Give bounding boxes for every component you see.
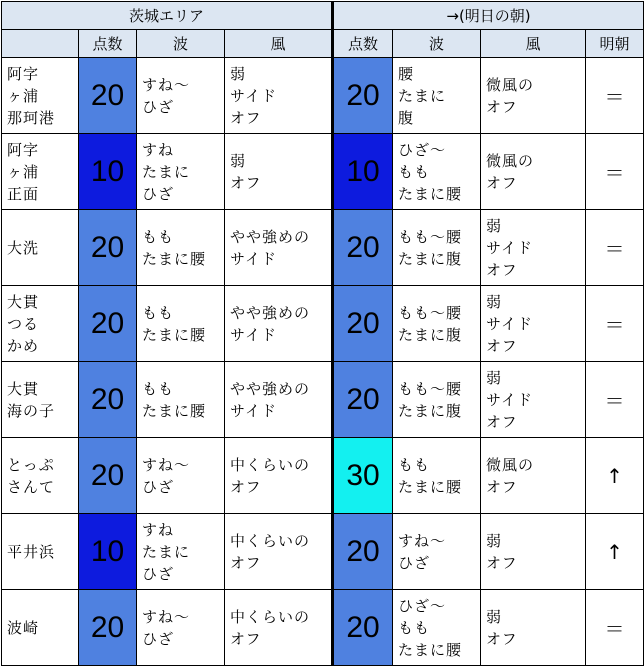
- wave-tomorrow: ひざ〜 もも たまに腰: [393, 134, 481, 210]
- table-row: [2, 210, 644, 286]
- score-today: 20: [79, 286, 137, 362]
- wind-tomorrow: 微風の オフ: [481, 438, 586, 514]
- table-row: [2, 286, 644, 362]
- header-row-columns: [2, 30, 644, 58]
- area-name: 大貫 つる かめ: [2, 286, 79, 362]
- tomorrow-title: →(明日の朝): [333, 2, 644, 30]
- table-row: [2, 590, 644, 666]
- wave-today: もも たまに腰: [137, 210, 225, 286]
- wave-today: すね〜 ひざ: [137, 58, 225, 134]
- wave-today: すね たまに ひざ: [137, 514, 225, 590]
- surf-forecast-table: [1, 1, 644, 666]
- score-tomorrow: 30: [333, 438, 393, 514]
- morning-trend: ＝: [586, 362, 644, 438]
- morning-trend: ↑: [586, 514, 644, 590]
- score-today: 20: [79, 58, 137, 134]
- score-today: 20: [79, 210, 137, 286]
- wind-tomorrow: 弱 サイド オフ: [481, 286, 586, 362]
- morning-trend: ＝: [586, 590, 644, 666]
- wind-today: やや強めの サイド: [225, 286, 333, 362]
- wave-tomorrow: もも〜腰 たまに腹: [393, 210, 481, 286]
- wind-today: 中くらいの オフ: [225, 438, 333, 514]
- wave-today: もも たまに腰: [137, 286, 225, 362]
- wind-tomorrow: 弱 オフ: [481, 590, 586, 666]
- area-name: 阿字 ヶ浦 那珂港: [2, 58, 79, 134]
- score-tomorrow: 10: [333, 134, 393, 210]
- header-row-top: [2, 2, 644, 30]
- wind-today: 弱 オフ: [225, 134, 333, 210]
- morning-trend: ＝: [586, 58, 644, 134]
- wave-tomorrow: もも〜腰 たまに腹: [393, 286, 481, 362]
- morning-trend: ↑: [586, 438, 644, 514]
- morning-trend: ＝: [586, 286, 644, 362]
- wave-tomorrow: すね〜 ひざ: [393, 514, 481, 590]
- wind-tomorrow: 微風の オフ: [481, 134, 586, 210]
- col-wave: 波: [137, 30, 225, 58]
- wind-tomorrow: 弱 オフ: [481, 514, 586, 590]
- score-today: 10: [79, 514, 137, 590]
- table-row: [2, 514, 644, 590]
- wind-today: 弱 サイド オフ: [225, 58, 333, 134]
- wave-tomorrow: もも〜腰 たまに腹: [393, 362, 481, 438]
- wave-today: すね たまに ひざ: [137, 134, 225, 210]
- col-tomorrow-wind: 風: [481, 30, 586, 58]
- wave-tomorrow: ひざ〜 もも たまに腰: [393, 590, 481, 666]
- area-name: 阿字 ヶ浦 正面: [2, 134, 79, 210]
- wind-tomorrow: 微風の オフ: [481, 58, 586, 134]
- wind-tomorrow: 弱 サイド オフ: [481, 362, 586, 438]
- score-tomorrow: 20: [333, 590, 393, 666]
- col-score: 点数: [79, 30, 137, 58]
- col-area: [2, 30, 79, 58]
- score-today: 10: [79, 134, 137, 210]
- wind-today: 中くらいの オフ: [225, 590, 333, 666]
- wave-tomorrow: もも たまに腰: [393, 438, 481, 514]
- wind-today: 中くらいの オフ: [225, 514, 333, 590]
- wave-tomorrow: 腰 たまに 腹: [393, 58, 481, 134]
- score-today: 20: [79, 590, 137, 666]
- table-row: [2, 362, 644, 438]
- score-tomorrow: 20: [333, 514, 393, 590]
- area-name: とっぷ さんて: [2, 438, 79, 514]
- col-wind: 風: [225, 30, 333, 58]
- area-name: 大洗: [2, 210, 79, 286]
- wave-today: もも たまに腰: [137, 362, 225, 438]
- score-tomorrow: 20: [333, 210, 393, 286]
- score-tomorrow: 20: [333, 362, 393, 438]
- wind-tomorrow: 弱 サイド オフ: [481, 210, 586, 286]
- score-today: 20: [79, 362, 137, 438]
- col-tomorrow-wave: 波: [393, 30, 481, 58]
- area-name: 波崎: [2, 590, 79, 666]
- morning-trend: ＝: [586, 134, 644, 210]
- score-tomorrow: 20: [333, 286, 393, 362]
- col-morning: 明朝: [586, 30, 644, 58]
- table-row: [2, 134, 644, 210]
- table-row: [2, 438, 644, 514]
- wave-today: すね〜 ひざ: [137, 438, 225, 514]
- forecast-rows: [2, 58, 644, 666]
- morning-trend: ＝: [586, 210, 644, 286]
- score-today: 20: [79, 438, 137, 514]
- area-name: 大貫 海の子: [2, 362, 79, 438]
- score-tomorrow: 20: [333, 58, 393, 134]
- wave-today: すね〜 ひざ: [137, 590, 225, 666]
- table-row: [2, 58, 644, 134]
- wind-today: やや強めの サイド: [225, 362, 333, 438]
- today-title: 茨城エリア: [2, 2, 333, 30]
- area-name: 平井浜: [2, 514, 79, 590]
- wind-today: やや強めの サイド: [225, 210, 333, 286]
- col-tomorrow-score: 点数: [333, 30, 393, 58]
